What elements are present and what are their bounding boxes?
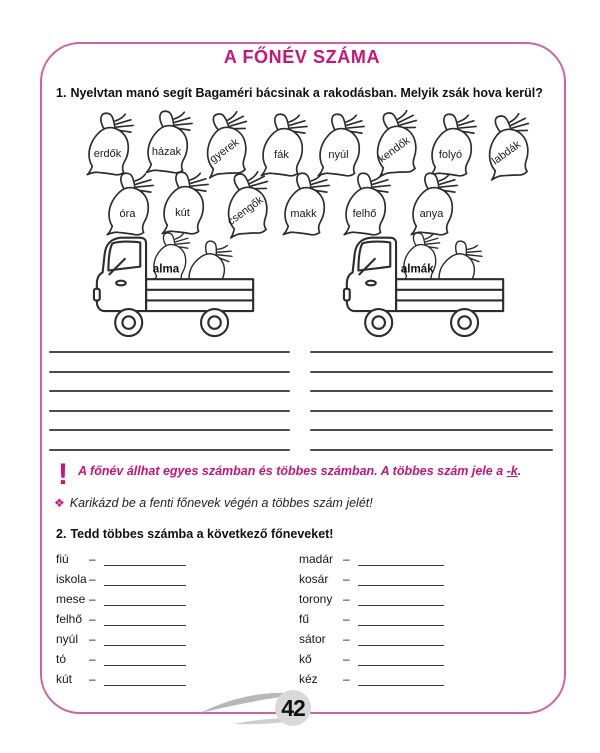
task2-text: Tedd többes számba a következő főneveket! — [70, 527, 334, 541]
writing-line[interactable] — [310, 351, 553, 353]
writing-line[interactable] — [49, 410, 290, 412]
sack-word: házak — [151, 146, 182, 158]
answer-blank[interactable] — [104, 572, 186, 586]
answer-blank[interactable] — [104, 592, 186, 606]
truck-sack-word: almák — [400, 263, 434, 276]
word-row — [56, 589, 186, 609]
word-row — [56, 629, 186, 649]
word: tó — [56, 652, 67, 666]
exclamation-icon: ! — [58, 458, 68, 491]
sack-word: labdák — [489, 138, 524, 168]
word: kút — [56, 672, 73, 686]
writing-line[interactable] — [310, 449, 553, 451]
answer-blank[interactable] — [358, 632, 444, 646]
answer-lines-right[interactable] — [310, 351, 553, 468]
sack-word: kút — [175, 207, 190, 219]
word: nyúl — [56, 632, 79, 646]
writing-line[interactable] — [49, 429, 290, 431]
word: madár — [299, 552, 334, 566]
word-sack — [139, 110, 196, 176]
note-plural-suffix: -k — [506, 464, 518, 478]
word: fiú — [56, 552, 69, 566]
word-sack — [155, 171, 212, 237]
sack-word: gyerek — [207, 136, 242, 166]
dash: – — [343, 592, 350, 606]
dash: – — [89, 612, 96, 626]
sack-word: makk — [290, 208, 317, 220]
answer-blank[interactable] — [358, 592, 444, 606]
answer-blank[interactable] — [104, 632, 186, 646]
circle-instruction — [54, 496, 534, 510]
writing-line[interactable] — [49, 449, 290, 451]
writing-line[interactable] — [310, 410, 553, 412]
dash: – — [89, 552, 96, 566]
word: kéz — [299, 672, 318, 686]
word-sack — [197, 112, 254, 178]
club-icon: ❖ — [54, 496, 65, 510]
dash: – — [89, 652, 96, 666]
dash: – — [343, 632, 350, 646]
word-sack — [80, 112, 137, 178]
truck-sack-word: alma — [152, 263, 180, 276]
task1-text: Nyelvtan manó segít Bagaméri bácsinak a rakodásban. Melyik zsák hova kerül? — [70, 86, 543, 100]
word-sack — [276, 172, 333, 238]
sack-word: felhő — [352, 208, 377, 220]
word: sátor — [299, 632, 326, 646]
answer-blank[interactable] — [358, 612, 444, 626]
task2-heading — [56, 527, 333, 541]
dash: – — [89, 572, 96, 586]
answer-blank[interactable] — [358, 672, 444, 686]
word-sack — [311, 113, 368, 179]
word-row — [299, 589, 444, 609]
word: fű — [299, 612, 310, 626]
answer-lines-left[interactable] — [49, 351, 290, 468]
word: felhő — [56, 612, 83, 626]
dash: – — [89, 672, 96, 686]
word-row — [56, 649, 186, 669]
writing-line[interactable] — [49, 390, 290, 392]
word: torony — [299, 592, 333, 606]
word-row — [56, 549, 186, 569]
dash: – — [343, 672, 350, 686]
word-row — [56, 609, 186, 629]
word: kosár — [299, 572, 329, 586]
sack-word: óra — [119, 208, 136, 220]
dash: – — [343, 552, 350, 566]
word-row — [299, 569, 444, 589]
note-period: . — [517, 464, 522, 478]
sack-word: nyúl — [328, 149, 349, 161]
dash: – — [343, 612, 350, 626]
answer-blank[interactable] — [358, 552, 444, 566]
sack-word: fák — [274, 149, 289, 161]
word: iskola — [56, 572, 87, 586]
wordlist-left — [56, 549, 186, 689]
word-sack — [479, 114, 536, 180]
word: kő — [299, 652, 312, 666]
sack-word: folyó — [438, 149, 463, 161]
task1-heading — [56, 86, 543, 100]
task2-number: 2. — [56, 527, 67, 541]
grammar-note — [58, 458, 550, 491]
word-sack — [423, 113, 480, 179]
word-sack — [367, 111, 424, 177]
answer-blank[interactable] — [358, 652, 444, 666]
writing-line[interactable] — [310, 371, 553, 373]
word-row — [56, 669, 186, 689]
sack-word: anya — [419, 208, 444, 220]
word-row — [299, 649, 444, 669]
answer-blank[interactable] — [104, 652, 186, 666]
writing-line[interactable] — [49, 371, 290, 373]
truck-singular — [92, 229, 258, 339]
word-row — [56, 569, 186, 589]
writing-line[interactable] — [49, 351, 290, 353]
page-number-badge — [200, 684, 332, 730]
word: mese — [56, 592, 86, 606]
answer-blank[interactable] — [104, 672, 186, 686]
dash: – — [343, 572, 350, 586]
task1-number: 1. — [56, 86, 67, 100]
dash: – — [89, 632, 96, 646]
word-row — [299, 609, 444, 629]
dash: – — [343, 652, 350, 666]
wordlist-right — [299, 549, 444, 689]
writing-line[interactable] — [310, 390, 553, 392]
word-row — [299, 549, 444, 569]
answer-blank[interactable] — [104, 612, 186, 626]
sack-word: csengők — [225, 194, 266, 228]
note-main: A főnév állhat egyes számban és többes számban. A többes szám jele a — [78, 464, 507, 478]
answer-blank[interactable] — [358, 572, 444, 586]
sack-word: kendők — [376, 134, 413, 166]
page-number: 42 — [281, 695, 305, 721]
writing-line[interactable] — [310, 429, 553, 431]
page-title: A FŐNÉV SZÁMA — [223, 47, 381, 67]
truck-plural — [342, 229, 508, 339]
grammar-note-text — [78, 464, 521, 478]
circle-instruction-text: Karikázd be a fenti főnevek végén a többes szám jelét! — [69, 496, 373, 510]
sack-word: erdők — [93, 148, 122, 160]
dash: – — [89, 592, 96, 606]
word-row — [299, 629, 444, 649]
answer-blank[interactable] — [104, 552, 186, 566]
